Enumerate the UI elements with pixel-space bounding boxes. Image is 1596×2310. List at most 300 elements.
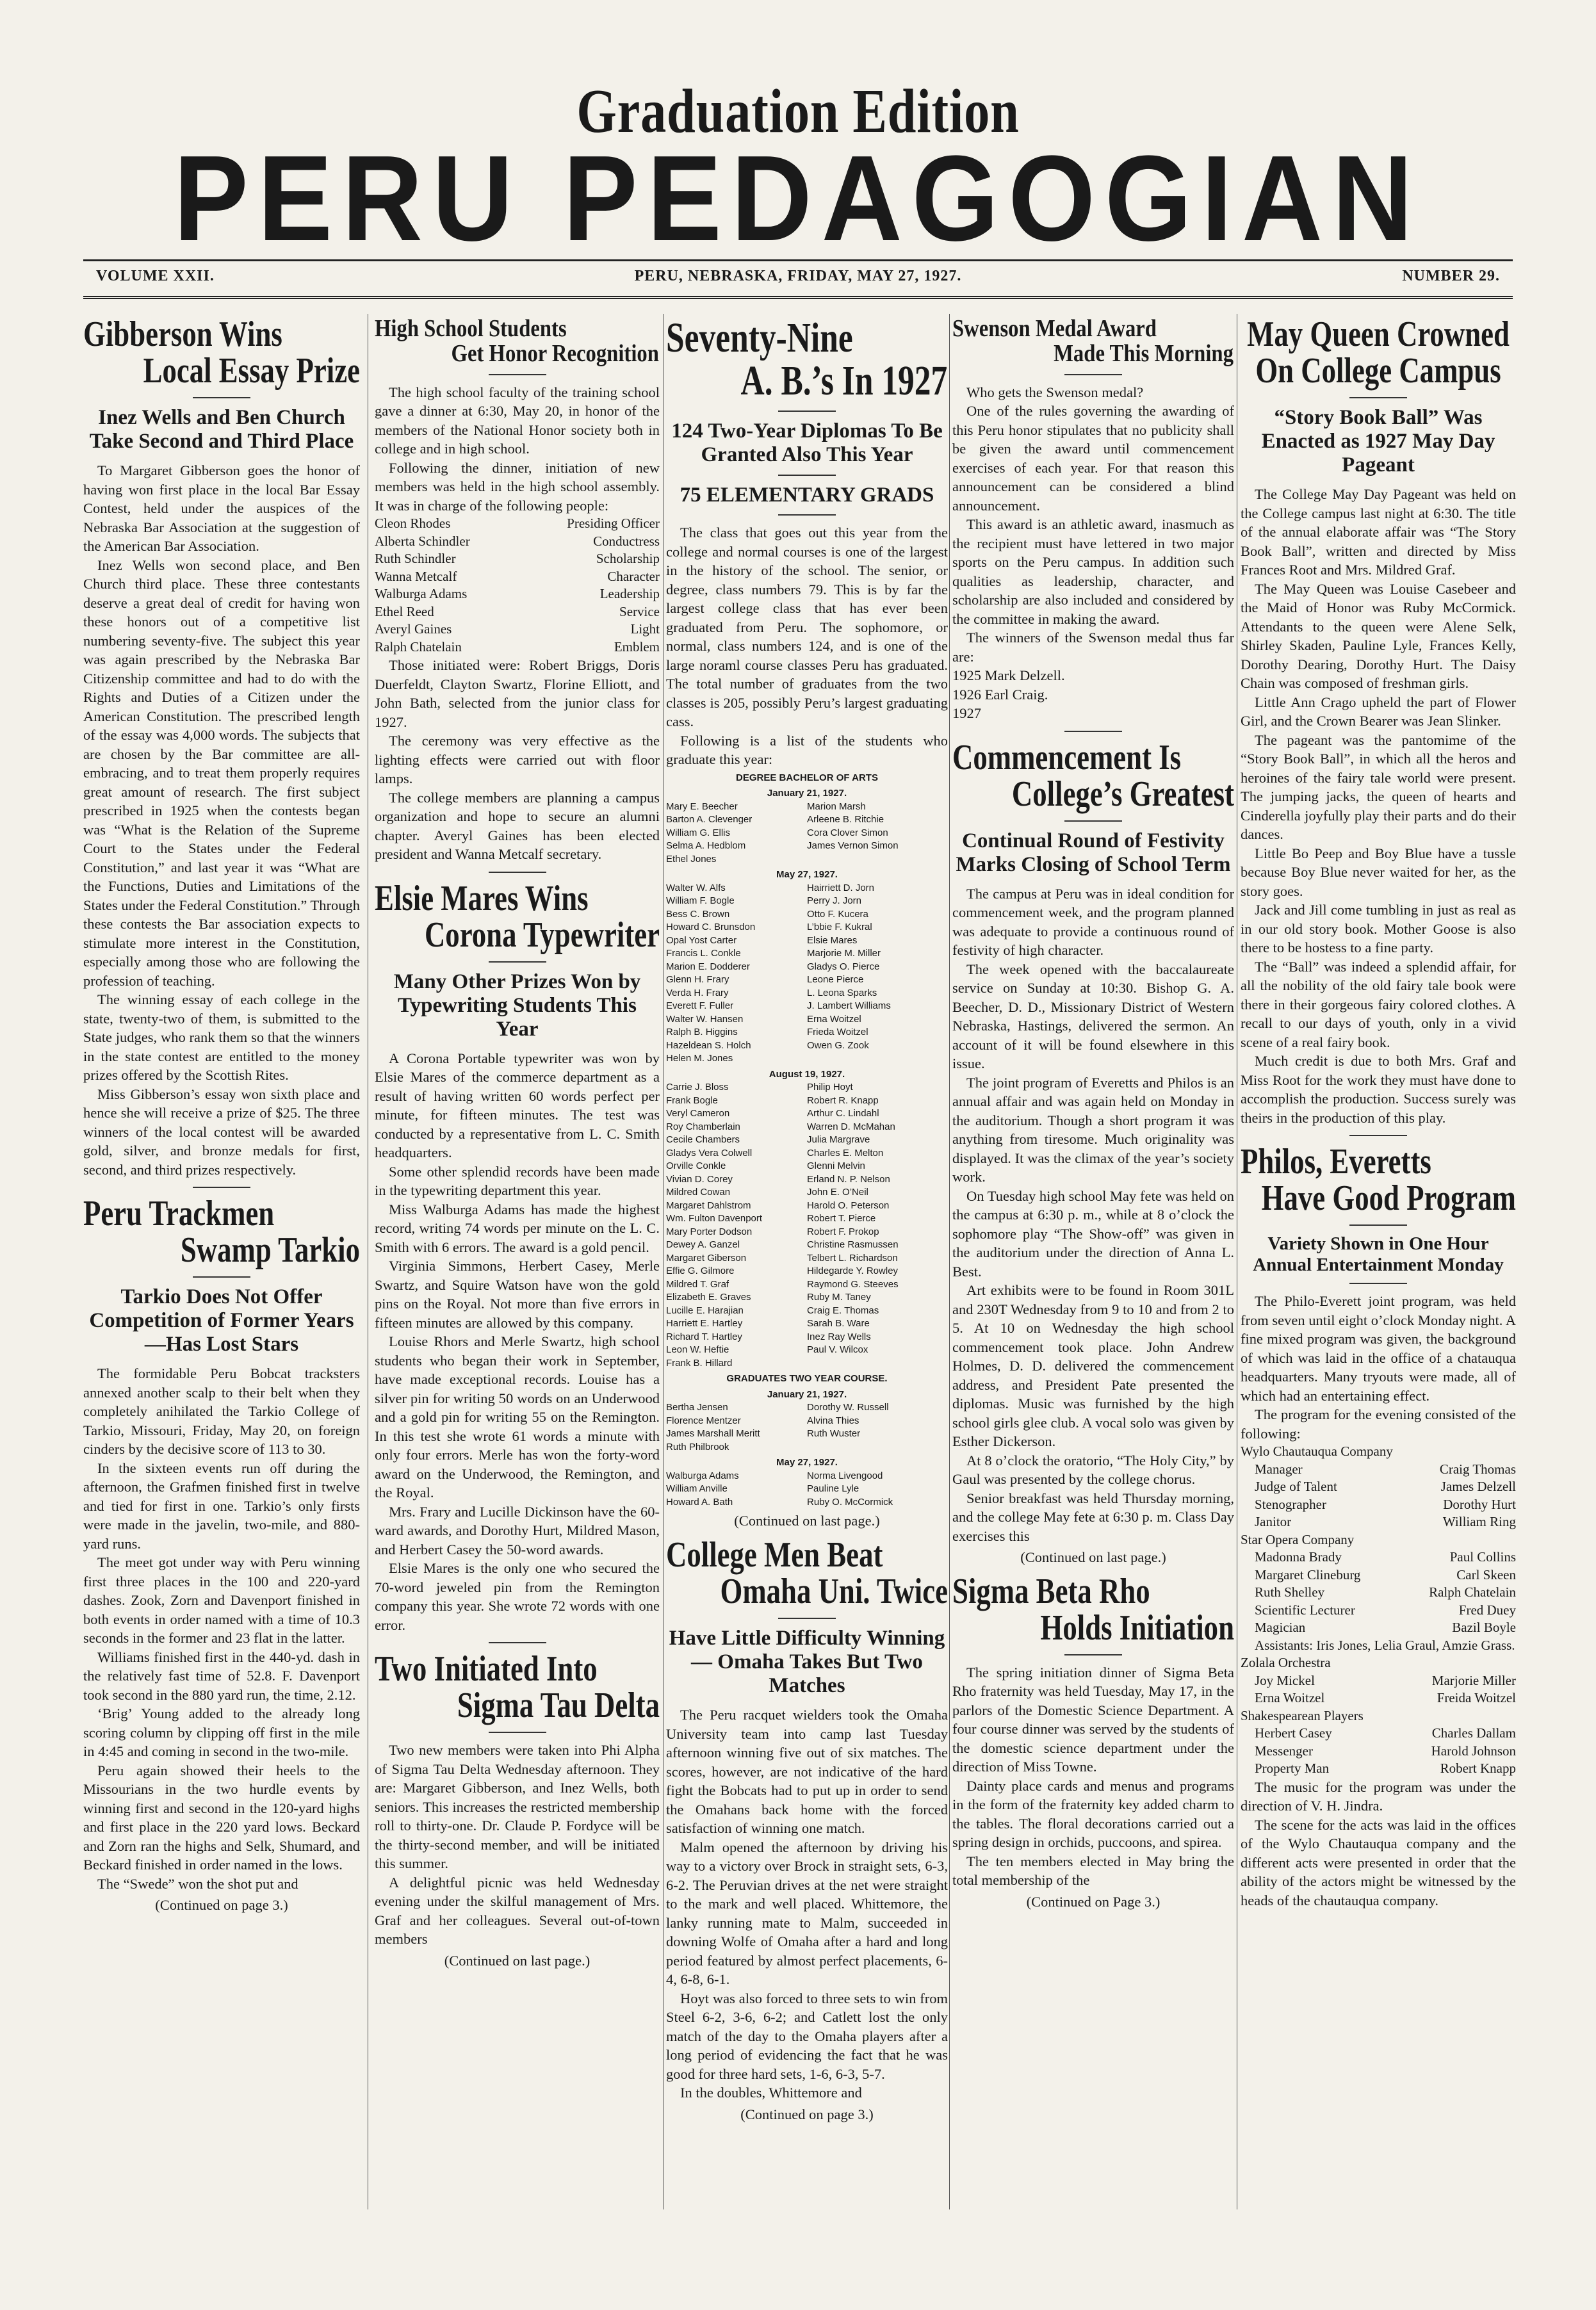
list-cell: Effie G. Gilmore <box>666 1265 735 1277</box>
program-performer: Robert Knapp <box>1440 1761 1516 1777</box>
list-row <box>666 1305 948 1318</box>
program-row <box>1241 1602 1516 1620</box>
program-performer: Erna Woitzel <box>1255 1690 1325 1706</box>
program-row <box>1241 1513 1516 1531</box>
headline-honor-recognition: High School Students Get Honor Recognition <box>375 315 659 367</box>
list-cell: Hazeldean S. Holch <box>666 1039 751 1051</box>
program-performer: Craig Thomas <box>1439 1461 1516 1477</box>
program-part: Messenger <box>1255 1743 1313 1759</box>
column-2 <box>375 314 660 2286</box>
headline-omaha: College Men Beat Omaha Uni. Twice <box>666 1534 948 1612</box>
program-performer: Marjorie Miller <box>1431 1672 1516 1688</box>
masthead <box>0 0 1596 284</box>
headline-sigma-tau-delta: Two Initiated Into Sigma Tau Delta <box>375 1649 660 1726</box>
program-performer: Harold Johnson <box>1431 1743 1516 1759</box>
paragraph: The ceremony was very effective as the lighting effects were carried out with floor lamps. <box>375 733 660 786</box>
paragraph: Senior breakfast was held Thursday morning, and the college May fete at 6:30 p. m. Class Day exercises this <box>952 1490 1234 1544</box>
list-cell: Dorothy W. Russell <box>807 1402 889 1413</box>
list-row <box>666 895 948 908</box>
list-cell: Glenn H. Frary <box>666 974 729 986</box>
paragraph: The scene for the acts was laid in the offices of the Wylo Chautauqua company and the different acts were presented in order that the ability of the actors might be witnessed by the heads of the chautauqua company. <box>1241 1816 1516 1908</box>
paragraph: Peru again showed their heels to the Missourians in the two hurdle events by winning first and second in the 120-yard highs and first place in the 220 yard lows. Beckard and Zorn ran the highs and Selk, Shumard, and Beckard finished in order named in the lows. <box>83 1762 360 1873</box>
subhead-trackmen: Tarkio Does Not Offer Competition of Former Years —Has Lost Stars <box>89 1285 354 1356</box>
list-cell: Richard T. Hartley <box>666 1331 742 1342</box>
subhead-omaha: Have Little Difficulty Winning — Omaha Takes But Two Matches <box>669 1627 945 1698</box>
paragraph: Miss Walburga Adams has made the highest record, writing 74 words per minute on the L. C. Smith with 6 errors. The award is a gold pencil. <box>375 1201 660 1255</box>
continued-note: (Continued on Page 3.) <box>1026 1893 1160 1910</box>
headline-typewriter: Elsie Mares Wins Corona Typewriter <box>375 878 660 955</box>
paragraph: Dainty place cards and menus and programs in the form of the fraternity key added charm to the tables. The floral decorations carried out a spring design in orchids, puccoons, and spirea. <box>952 1777 1234 1851</box>
paragraph: On Tuesday high school May fete was held on the campus at 6:30 p. m., while at 8 o’clock the sophomore play “The Show-off” was given in the auditorium under the direction of Anna L. Best. <box>952 1187 1234 1280</box>
list-cell: Frank Bogle <box>666 1094 718 1106</box>
list-cell: Harriett E. Hartley <box>666 1318 743 1330</box>
paragraph: Following the dinner, initiation of new members was held in the high school assembly. It was in charge of the following people: <box>375 459 660 514</box>
program-row <box>1241 1689 1516 1707</box>
list-cell: Margaret Dahlstrom <box>666 1200 751 1211</box>
program-part: Judge of Talent <box>1255 1479 1337 1495</box>
list-cell: Christine Rasmussen <box>807 1239 899 1251</box>
headline-sigma-beta-rho: Sigma Beta Rho Holds Initiation <box>952 1571 1234 1648</box>
list-cell: Opal Yost Carter <box>666 934 737 946</box>
officer-row <box>375 621 660 639</box>
list-cell: Warren D. McMahan <box>807 1121 895 1132</box>
list-row <box>666 840 948 853</box>
list-cell: William G. Ellis <box>666 827 730 838</box>
paragraph: Jack and Jill come tumbling in just as real as in our old story book. Mother Goose is also there to be hostess to a fine party. <box>1241 902 1516 956</box>
list-row <box>666 1331 948 1344</box>
list-row <box>666 1026 948 1039</box>
list-cell: Harold O. Peterson <box>807 1200 890 1211</box>
list-cell: Lucille E. Harajian <box>666 1305 744 1316</box>
list-row <box>666 1000 948 1013</box>
column-divider <box>949 314 950 2209</box>
officer-role: Character <box>607 568 660 584</box>
list-cell <box>807 1357 948 1371</box>
list-row <box>666 1265 948 1278</box>
program-performer: Bazil Boyle <box>1452 1620 1516 1636</box>
paragraph: In the sixteen events run off during the afternoon, the Grafmen finished first in twelve and tied for first in one. Tarkio’s only firsts were made in the javelin, two-mile, and 880-yard runs. <box>83 1460 360 1552</box>
paragraph: The high school faculty of the training school gave a dinner at 6:30, May 20, in honor of the members of the National Honor society both in college and in high school. <box>375 384 660 457</box>
continued-note: (Continued on page 3.) <box>155 1897 288 1914</box>
list-row <box>666 1415 948 1428</box>
issue-number: NUMBER 29. <box>1402 268 1500 284</box>
paragraph: Two new members were taken into Phi Alpha of Sigma Tau Delta Wednesday afternoon. They are: Margaret Gibberson, and Inez Wells, both seniors. This increases the restricted membership roll to thirty-one. Dr. Claude P. Fordyce will be the thirty-second member, and will be initiated this summer. <box>375 1742 660 1872</box>
list-row <box>666 1441 948 1454</box>
list-cell: Marion Marsh <box>807 801 866 812</box>
headline-essay-prize: Gibberson Wins Local Essay Prize <box>83 314 360 391</box>
list-cell: Walburga Adams <box>666 1470 739 1481</box>
paragraph: The week opened with the baccalaureate service on Sunday at 10:30. Bishop G. A. Beecher, D. D., Missionary District of Western Nebraska, Hastings, delivered the sermon. An account of it will be found elsewhere in this issue. <box>952 961 1234 1072</box>
winner-line: 1927 <box>952 705 981 721</box>
list-row <box>666 1134 948 1147</box>
column-3 <box>666 314 948 2286</box>
date-place: PERU, NEBRASKA, FRIDAY, MAY 27, 1927. <box>634 268 962 284</box>
column-divider <box>663 314 664 2209</box>
officer-row <box>375 550 660 568</box>
officer-role: Scholarship <box>596 551 660 566</box>
program-performer: Madonna Brady <box>1255 1549 1342 1565</box>
officer-name: Cleon Rhodes <box>375 516 451 531</box>
list-cell: Barton A. Clevenger <box>666 814 753 826</box>
paragraph: The spring initiation dinner of Sigma Beta Rho fraternity was held Tuesday, May 17, in the parlors of the Domestic Science Department. A four course dinner was served by the students of the domestic science department under the direction of Miss Towne. <box>952 1664 1234 1775</box>
list-cell: Erna Woitzel <box>807 1013 861 1025</box>
list-row <box>666 1226 948 1239</box>
list-row <box>666 801 948 814</box>
list-row <box>666 1160 948 1173</box>
paragraph: Louise Rhors and Merle Swartz, high school students who began their work in September, have made exceptional records. Louise has a silver pin for writing 50 words on an Underwood and a gold pin for writing 55 on the Remington. In this test she wrote 61 words a minute with only four errors. Merle has won the forty-word award on the Underwood, the Remington, and the Royal. <box>375 1333 660 1501</box>
program-part: Property Man <box>1255 1761 1330 1777</box>
list-cell: Hildegarde Y. Rowley <box>807 1265 899 1277</box>
list-cell: J. Lambert Williams <box>807 1000 891 1012</box>
paragraph: The Peru racquet wielders took the Omaha University team into camp last Tuesday afternoon winning five out of six matches. The scores, however, are not indicative of the hard fight the Bobcats had to put up in order to send the Omahans back home with the forced satisfaction of winning one match. <box>666 1707 948 1837</box>
paragraph: ‘Brig’ Young added to the already long scoring column by clipping off first in the mile in 4:45 and coming in second in the two-mile. <box>83 1705 360 1760</box>
list-cell: Owen G. Zook <box>807 1039 869 1051</box>
list-row <box>666 1344 948 1357</box>
list-row <box>666 1317 948 1331</box>
paragraph: A Corona Portable typewriter was won by Elsie Mares of the commerce department as a result of having written 60 words perfect per minute, for fifteen minutes. The test was conducted by a representative from L. C. Smith headquarters. <box>375 1050 660 1161</box>
list-row <box>666 1291 948 1305</box>
list-row <box>666 1094 948 1108</box>
headline-trackmen: Peru Trackmen Swamp Tarkio <box>83 1194 360 1271</box>
list-cell: L. Leona Sparks <box>807 987 877 998</box>
paragraph: Miss Gibberson’s essay won sixth place and hence she will receive a prize of $25. The three winners of the local contest will be awarded gold, silver, and bronze medals for first, second, and third prizes respectively. <box>83 1086 360 1178</box>
officer-name: Averyl Gaines <box>375 621 452 637</box>
column-1 <box>83 314 360 2286</box>
list-cell: William Anville <box>666 1483 728 1495</box>
headline-may-queen: May Queen Crowned On College Campus <box>1247 314 1510 391</box>
list-cell: Marion E. Dodderer <box>666 961 750 972</box>
program-performer: James Delzell <box>1440 1479 1516 1495</box>
officer-role: Service <box>619 603 660 619</box>
list-row <box>666 1013 948 1027</box>
list-row <box>666 987 948 1000</box>
list-cell: Everett F. Fuller <box>666 1000 734 1012</box>
list-cell <box>807 853 948 866</box>
list-row <box>666 1496 948 1509</box>
officer-name: Ethel Reed <box>375 603 434 619</box>
list-row <box>666 1173 948 1187</box>
list-row <box>666 1252 948 1265</box>
list-cell: Elsie Mares <box>807 934 858 946</box>
list-cell: Robert R. Knapp <box>807 1094 879 1106</box>
list-cell: Hairriett D. Jorn <box>807 882 875 893</box>
list-cell: Cora Clover Simon <box>807 827 888 838</box>
paragraph: Following is a list of the students who graduate this year: <box>666 732 948 768</box>
list-cell: Francis L. Conkle <box>666 948 741 959</box>
program-performer: Joy Mickel <box>1255 1672 1315 1688</box>
list-row <box>666 1121 948 1134</box>
subhead-essay-prize: Inez Wells and Ben Church Take Second and Third Place <box>89 406 354 453</box>
list-cell: Telbert L. Richardson <box>807 1252 898 1264</box>
column-5 <box>1241 314 1516 2286</box>
list-cell: Frieda Woitzel <box>807 1027 868 1038</box>
list-cell: Ruth Wuster <box>807 1428 861 1440</box>
subhead-commencement: Continual Round of Festivity Marks Closing of School Term <box>956 829 1231 876</box>
program-row <box>1241 1725 1516 1743</box>
list-cell: Cecile Chambers <box>666 1134 740 1146</box>
list-cell: John E. O’Neil <box>807 1187 868 1198</box>
officer-row <box>375 515 660 533</box>
list-cell: Mildred Cowan <box>666 1187 731 1198</box>
paragraph: The college members are planning a campus organization and hope to secure an alumni chapter. Averyl Gaines has been elected president and Wanna Metcalf secretary. <box>375 789 660 862</box>
officer-name: Ruth Schindler <box>375 551 456 566</box>
paragraph: The “Swede” won the shot put and <box>97 1875 298 1892</box>
list-row <box>666 1483 948 1496</box>
program-row <box>1241 1549 1516 1566</box>
list-cell: Charles E. Melton <box>807 1147 884 1159</box>
continued-note: (Continued on page 3.) <box>740 2106 874 2122</box>
list-cell: Robert T. Pierce <box>807 1213 876 1224</box>
subhead-typewriter: Many Other Prizes Won by Typewriting Students This Year <box>393 970 641 1041</box>
program-row <box>1241 1584 1516 1602</box>
list-cell: Craig E. Thomas <box>807 1305 879 1316</box>
officer-row <box>375 533 660 551</box>
list-row <box>666 1212 948 1226</box>
paragraph: Those initiated were: Robert Briggs, Doris Duerfeldt, Clayton Swartz, Florine Elliott, and John Bath, selected from the junior class for 1927. <box>375 657 660 730</box>
winner-line: 1926 Earl Craig. <box>952 686 1048 703</box>
continued-note: (Continued on last page.) <box>1020 1549 1166 1566</box>
paragraph: Little Bo Peep and Boy Blue have a tussle because Boy Blue never waited for her, as the story goes. <box>1241 845 1516 899</box>
officer-name: Alberta Schindler <box>375 533 470 549</box>
list-cell: Julia Margrave <box>807 1134 870 1146</box>
volume: VOLUME XXII. <box>96 268 215 284</box>
winner-line: 1925 Mark Delzell. <box>952 667 1065 683</box>
list-cell: Raymond G. Steeves <box>807 1278 899 1290</box>
officer-name: Walburga Adams <box>375 586 468 601</box>
list-cell: Veryl Cameron <box>666 1108 730 1119</box>
list-cell: Wm. Fulton Davenport <box>666 1213 763 1224</box>
paragraph: Malm opened the afternoon by driving his way to a victory over Brock in straight sets, 6-3, 6-2. The Peruvian drives at the net were straight to the mark and well placed. Whittemore, the lanky running mate to Malm, succeeded in downing Wolfe of Omaha after a hard and long period featured by almost perfect placements, 6-4, 6-8, 6-1. <box>666 1839 948 1988</box>
list-row <box>666 1278 948 1292</box>
program-part: Stenographer <box>1255 1496 1326 1512</box>
list-cell: Philip Hoyt <box>807 1082 853 1093</box>
program-row <box>1241 1566 1516 1584</box>
program-performer: Ralph Chatelain <box>1429 1584 1516 1600</box>
program-performer: Fred Duey <box>1458 1602 1516 1618</box>
program-performer: William Ring <box>1442 1514 1516 1530</box>
list-row <box>666 1427 948 1441</box>
list-row <box>666 1039 948 1053</box>
paragraph: Williams finished first in the 440-yd. dash in the relatively fast time of 52.8. F. Davenport took second in the 880 yard run, the time, 2.12. <box>83 1648 360 1703</box>
list-row <box>666 1357 948 1371</box>
program-row <box>1241 1672 1516 1690</box>
paragraph: Elsie Mares is the only one who secured the 70-word jeweled pin from the Remington company this year. She wrote 72 words with one error. <box>375 1560 660 1633</box>
newspaper-name: PERU PEDAGOGIAN <box>174 131 1422 266</box>
list-cell: Frank B. Hillard <box>666 1357 733 1369</box>
paragraph: Some other splendid records have been made in the typewriting department this year. <box>375 1163 660 1199</box>
list-cell: James Marshall Meritt <box>666 1428 760 1440</box>
list-cell: Ralph B. Higgins <box>666 1027 738 1038</box>
list-cell: Orville Conkle <box>666 1160 726 1172</box>
list-cell: Perry J. Jorn <box>807 895 862 907</box>
list-cell: Arthur C. Lindahl <box>807 1108 879 1119</box>
list-cell: Otto F. Kucera <box>807 908 868 920</box>
paragraph: The program for the evening consisted of the following: <box>1241 1406 1516 1442</box>
list-cell: Mary E. Beecher <box>666 801 738 812</box>
headline-commencement: Commencement Is College’s Greatest <box>952 737 1234 814</box>
list-cell: Pauline Lyle <box>807 1483 859 1495</box>
paragraph: The “Ball” was indeed a splendid affair, for all the nobility of the old fairy tale book were there in their gorgeous fairy colored clothes. A recall to our days of youth, only in a vivid scene of a real fairy book. <box>1241 958 1516 1050</box>
masthead-rule-top <box>83 259 1513 261</box>
subhead-elementary: 75 ELEMENTARY GRADS <box>680 483 934 507</box>
list-cell: L’bbie F. Kukral <box>807 922 872 933</box>
paragraph: The campus at Peru was in ideal condition for commencement week, and the program planned was adequate to provide a continuous round of festivity of high character. <box>952 885 1234 959</box>
list-row <box>666 1401 948 1415</box>
officer-list <box>375 515 660 656</box>
officer-role: Light <box>630 621 660 637</box>
list-row <box>666 1052 948 1066</box>
paragraph: Virginia Simmons, Herbert Casey, Merle Swartz, and Squire Watson have won the gold pins on the Royal. Not more than five errors in fifteen minutes are allowed by this company. <box>375 1258 660 1331</box>
list-cell: Verda H. Frary <box>666 987 729 998</box>
list-row <box>666 1081 948 1094</box>
paragraph: Little Ann Crago upheld the part of Flower Girl, and the Crown Bearer was Jean Slinker. <box>1241 694 1516 729</box>
paragraph: Art exhibits were to be found in Room 301L and 230T Wednesday from 9 to 10 and from 2 to 5. At 10 on Wednesday the high school commencement took place. John Andrew Holmes, D. D. delivered the commencement address, and President Pate presented the diplomas. Music was furnished by the high school girls glee club. A vocal solo was given by Esther Dickerson. <box>952 1282 1234 1450</box>
program-row <box>1241 1478 1516 1496</box>
paragraph: The meet got under way with Peru winning first three places in the 100 and 220-yard dashes. Zook, Zorn and Davenport finished in both events in order named with a time of 10.3 seconds in the former and 23 flat in the latter. <box>83 1554 360 1647</box>
list-row <box>666 973 948 987</box>
edition-title: Graduation Edition <box>576 77 1020 146</box>
subhead-diplomas: 124 Two-Year Diplomas To Be Granted Also This Year <box>671 419 943 466</box>
program-performer: Paul Collins <box>1449 1549 1516 1565</box>
paragraph: The winning essay of each college in the state, twenty-two of them, is submitted to the State judges, who rank them so that the winners in the state contest are entitled to the money prizes offered by the Scottish Rites. <box>83 991 360 1084</box>
list-cell: William F. Bogle <box>666 895 735 907</box>
list-cell: Ethel Jones <box>666 853 717 865</box>
paragraph: One of the rules governing the awarding of this Peru honor stipulates that no publicity shall be given the award until commencement exercises of each year. For that reason this announcement can be considered a blind announcement. <box>952 403 1234 514</box>
list-cell: Paul V. Wilcox <box>807 1344 868 1356</box>
list-cell <box>807 1441 948 1454</box>
continued-note: (Continued on last page.) <box>444 1952 590 1969</box>
program-part: Janitor <box>1255 1514 1292 1530</box>
headline-philos-everetts: Philos, Everetts Have Good Program <box>1241 1142 1516 1219</box>
program-performer: Ruth Shelley <box>1255 1584 1325 1600</box>
list-cell: Gladys O. Pierce <box>807 961 880 972</box>
list-cell: Ruby M. Taney <box>807 1292 871 1303</box>
list-row <box>666 947 948 961</box>
list-row <box>666 1186 948 1200</box>
subhead-may-queen: “Story Book Ball” Was Enacted as 1927 May Day Pageant <box>1261 406 1495 477</box>
paragraph: The Philo-Everett joint program, was held from seven until eight o’clock Monday night. A fine mixed program was given, the background of which was laid in the office of a chatauqua headquarters. Many tryouts were made, all of which had an entertaining effect. <box>1241 1293 1516 1404</box>
program-performer: Charles Dallam <box>1431 1725 1516 1741</box>
list-cell: Erland N. P. Nelson <box>807 1173 890 1185</box>
paragraph: At 8 o’clock the oratorio, “The Holy City,” by Gaul was presented by the college chorus. <box>952 1452 1234 1488</box>
list-cell: Ruth Philbrook <box>666 1441 729 1452</box>
list-row <box>666 1239 948 1252</box>
list-cell: Gladys Vera Colwell <box>666 1147 753 1159</box>
paragraph: The class that goes out this year from the college and normal courses is one of the largest in the history of the school. The senior, or degree, class numbers 79. This is by far the largest college class that has ever been graduated from Peru. The sophomore, or normal, class numbers 124, and is one of the large noraml course classes Peru has graduated. The total number of graduates from the two classes is 205, possibly Peru’s largest graduating cass. <box>666 525 948 730</box>
list-cell: Bess C. Brown <box>666 908 730 920</box>
list-cell: Marjorie M. Miller <box>807 948 881 959</box>
officer-name: Ralph Chatelain <box>375 639 462 655</box>
program-part: Herbert Casey <box>1255 1725 1332 1741</box>
list-row <box>666 1470 948 1483</box>
graduate-list: DEGREE BACHELOR OF ARTS January 21, 1927. Mary E. Beecher Marion Marsh Barton A. Clevenger Arleene B. Ritchie William G. Ellis Cora Clover Simon Selma A. Hedblom James Vernon Simon Ethel Jones May 27, 1927. Walter W. Alfs Hairriett D. Jorn William F. Bogle Perry J. Jorn Bess C. Brown Otto F. Kucera Howard C. Brunsdon L’bbie F. Kukral Opal Yost Carter Elsie Mares Francis L. Conkle Marjorie M. Miller Marion E. Dodderer Gladys O. Pierce Glenn H. Frary Leone Pierce Verda H. Frary L. Leona Sparks Everett F. Fuller J. Lambert Williams Walter W. Hansen Erna Woitzel Ralph B. Higgins Frieda Woitzel Hazeldean S. Holch Owen G. Zook Helen M. Jones August 19, 1927. Carrie J. Bloss Philip Hoyt Frank Bogle Robert R. Knapp Veryl Cameron Arthur C. Lindahl Roy Chamberlain Warren D. McMahan Cecile Chambers Julia Margrave Gladys Vera Colwell Charles E. Melton Orville Conkle Glenni Melvin Vivian D. Corey Erland N. P. Nelson Mildred Cowan John E. O’Neil Margaret Dahlstrom Harold O. Peterson Wm. Fulton Davenport Robert T. Pierce Mary Porter Dodson Robert F. Prokop Dewey A. Ganzel Christine Rasmussen Margaret Giberson Telbert L. Richardson Effie G. Gilmore Hildegarde Y. Rowley Mildred T. Graf Raymond G. Steeves Elizabeth E. Graves Ruby M. Taney Lucille E. Harajian Craig E. Thomas Harriett E. Hartley Sarah B. Ware Richard T. Hartley Inez Ray Wells Leon W. Heftie Paul V. Wilcox Frank B. Hillard GRADUATES TWO YEAR COURSE. January 21, 1927. Bertha Jensen Dorothy W. Russell Florence Mentzer Alvina Thies James Marshall Meritt Ruth Wuster Ruth Philbrook May 27, 1927. Walburga Adams Norma Livengood William Anville Pauline Lyle Howard A. Bath Ruby O. McCormick <box>666 772 948 1509</box>
continued-note: (Continued on last page.) <box>734 1513 880 1529</box>
paragraph: Inez Wells won second place, and Ben Church third place. These three contestants deserve a great deal of credit for having won these honors out of a competitive list numbering seventy-five. The subject this year was again prescribed by the Nebraska Bar Citizenship committee and had to do with the Rights and Duties of a Citizen under the American Constitution. The prescribed length of the essay was 4,000 words. The subjects that are chosen by the Bar committee are all-embracing, and to treat them properly requires great amount of research. The first subject prescribed in 1925 when the contests began was “What is the Relation of the Supreme Court to the States under the Federal Constitution,” and last year it was “What are the Functions, Duties and Limitations of the States under the Federal Constitution.” Through these contests the Bar association expects to stimulate more interest in the Constitution, especially among those who are following the profession of teaching. <box>83 557 360 989</box>
program-performer: Dorothy Hurt <box>1443 1496 1516 1512</box>
list-row <box>666 882 948 895</box>
list-cell: Bertha Jensen <box>666 1402 728 1413</box>
officer-role: Leadership <box>599 586 660 601</box>
list-row <box>666 827 948 840</box>
officer-role: Presiding Officer <box>567 516 660 531</box>
paragraph: To Margaret Gibberson goes the honor of having won first place in the local Bar Essay Contest, held under the auspices of the Nebraska Bar Association at the suggestion of the American Bar Association. <box>83 462 360 555</box>
paragraph: The pageant was the pantomime of the “Story Book Ball”, in which all the heros and heroines of the fairy tale world were present. The jumping jacks, the queen of hearts and Cinderella joyfully play their parts and do their dances. <box>1241 731 1516 843</box>
program-row <box>1241 1760 1516 1778</box>
program-row <box>1241 1619 1516 1637</box>
list-cell: Howard A. Bath <box>666 1496 733 1508</box>
officer-row <box>375 603 660 621</box>
list-cell: Carrie J. Bloss <box>666 1082 729 1093</box>
program-part: Magician <box>1255 1620 1306 1636</box>
list-cell: Sarah B. Ware <box>807 1318 870 1330</box>
program-part: Manager <box>1255 1461 1303 1477</box>
program-part: Scientific Lecturer <box>1255 1602 1355 1618</box>
list-cell: Mary Porter Dodson <box>666 1226 753 1237</box>
list-row <box>666 1200 948 1213</box>
list-cell: Mildred T. Graf <box>666 1278 729 1290</box>
list-cell: Inez Ray Wells <box>807 1331 871 1342</box>
officer-row <box>375 568 660 586</box>
officer-row <box>375 585 660 603</box>
list-cell: Alvina Thies <box>807 1415 859 1426</box>
program-row <box>1241 1743 1516 1761</box>
list-cell: Margaret Giberson <box>666 1252 747 1264</box>
list-cell: Arleene B. Ritchie <box>807 814 884 826</box>
program-list: Wylo Chautauqua Company Manager Craig Thomas Judge of Talent James Delzell Stenographer Dorothy Hurt Janitor William Ring Star Opera Company Madonna Brady Paul Collins Margaret Clineburg Carl Skeen Ruth Shelley Ralph Chatelain Scientific Lecturer Fred Duey Magician Bazil Boyle Assistants: Iris Jones, Lelia Graul, Amzie Grass. Zolala Orchestra Joy Mickel Marjorie Miller Erna Woitzel Freida Woitzel Shakespearean Players Herbert Casey Charles Dallam Messenger Harold Johnson Property Man Robert Knapp <box>1241 1443 1516 1778</box>
program-row <box>1241 1461 1516 1479</box>
paragraph: A delightful picnic was held Wednesday evening under the skilful management of Mrs. Graf and her colleagues. Several out-of-town members <box>375 1874 660 1948</box>
paragraph: The winners of the Swenson medal thus far are: <box>952 630 1234 665</box>
list-cell: Ruby O. McCormick <box>807 1496 893 1508</box>
officer-role: Emblem <box>614 639 660 655</box>
list-cell: Helen M. Jones <box>666 1053 733 1064</box>
list-cell: Robert F. Prokop <box>807 1226 879 1237</box>
list-row <box>666 908 948 922</box>
list-cell: Leon W. Heftie <box>666 1344 729 1356</box>
paragraph: Who gets the Swenson medal? <box>966 384 1144 400</box>
list-cell: Florence Mentzer <box>666 1415 741 1426</box>
paragraph: Much credit is due to both Mrs. Graf and Miss Root for the work they must have done to accomplish the production. Success surely was theirs in the production of this play. <box>1241 1053 1516 1126</box>
officer-name: Wanna Metcalf <box>375 568 457 584</box>
program-performer: Margaret Clineburg <box>1255 1566 1361 1582</box>
program-performer: Freida Woitzel <box>1437 1690 1516 1706</box>
dateline <box>96 268 1500 289</box>
list-cell: Roy Chamberlain <box>666 1121 740 1132</box>
list-row <box>666 1147 948 1160</box>
officer-role: Conductress <box>593 533 660 549</box>
paragraph: Hoyt was also forced to three sets to win from Steel 6-2, 3-6, 6-2; and Catlett lost the only match of the day to the Omaha players after a long period of evidencing the fact that he was good for three hard sets, 1-6, 6-3, 5-7. <box>666 1990 948 2082</box>
list-cell: James Vernon Simon <box>807 840 899 852</box>
list-cell: Elizabeth E. Graves <box>666 1292 751 1303</box>
list-cell: Selma A. Hedblom <box>666 840 746 852</box>
list-row <box>666 1107 948 1121</box>
paragraph: The music for the program was under the direction of V. H. Jindra. <box>1241 1778 1516 1814</box>
headline-swenson: Swenson Medal Award Made This Morning <box>952 315 1234 367</box>
list-row <box>666 813 948 827</box>
list-cell: Vivian D. Corey <box>666 1173 733 1185</box>
program-performer: Carl Skeen <box>1456 1566 1516 1582</box>
headline-seventy-nine: Seventy-Nine A. B.’s In 1927 <box>666 314 948 405</box>
masthead-rule-bottom <box>83 296 1513 299</box>
list-cell <box>807 1052 948 1066</box>
paragraph: The ten members elected in May bring the total membership of the <box>952 1853 1234 1889</box>
list-cell: Norma Livengood <box>807 1470 883 1481</box>
paragraph: The joint program of Everetts and Philos is an annual affair and was again held on Monday in the auditorium. Though a short program it was anything from tiresome. Much originality was displayed. It was the climax of the year’s society work. <box>952 1074 1234 1185</box>
paragraph: Mrs. Frary and Lucille Dickinson have the 60-ward awards, and Dorothy Hurt, Mildred Mason, and Herbert Casey the 50-word awards. <box>375 1503 660 1558</box>
program-row <box>1241 1496 1516 1514</box>
paragraph: In the doubles, Whittemore and <box>680 2085 862 2101</box>
list-cell: Dewey A. Ganzel <box>666 1239 740 1251</box>
